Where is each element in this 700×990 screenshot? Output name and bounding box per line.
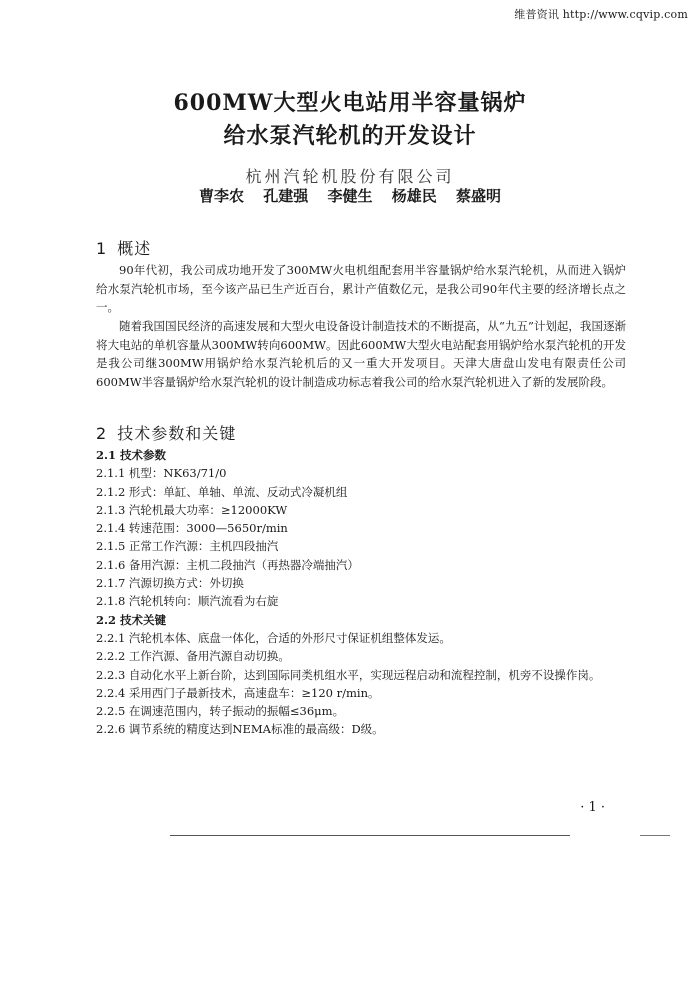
- section-title: 技术参数和关键: [117, 424, 237, 443]
- paragraph: 90年代初，我公司成功地开发了300MW火电机组配套用半容量锅炉给水泵汽轮机，从而进入锅炉给水泵汽轮机市场，至今该产品已生产近百台，累计产值数亿元，是我公司90年代主要的经济增长点之一。: [96, 263, 626, 314]
- paragraph: 随着我国国民经济的高速发展和大型火电设备设计制造技术的不断提高，从“九五”计划起，我国逐渐将大电站的单机容量从300MW转向600MW。因此600MW大型火电站配套用锅炉给水泵汽轮机的开发是我公司继300MW用锅炉给水泵汽轮机后的又一重大开发项目。天津大唐盘山发电有限责任公司600MW半容量锅炉给水泵汽轮机的设计制造成功标志着我公司的给水泵汽轮机进入了新的发展阶段。: [96, 319, 626, 389]
- list-item: 2.2.1 汽轮机本体、底盘一体化，合适的外形尺寸保证机组整体发运。: [96, 630, 451, 645]
- author: 孔建强: [263, 187, 309, 205]
- technical-list: [96, 446, 626, 739]
- author: 蔡盛明: [455, 187, 501, 205]
- list-item: 2.1.2 形式：单缸、单轴、单流、反动式冷凝机组: [96, 484, 348, 499]
- list-item: 2.2.5 在调速范围内，转子振动的振幅≤36μm。: [96, 704, 345, 719]
- author: 曹李农: [198, 187, 244, 205]
- list-item: 2.1.6 备用汽源：主机二段抽汽（再热器冷端抽汽）: [96, 557, 359, 572]
- section-title: 概述: [117, 239, 152, 258]
- paper-title-line-2: 给水泵汽轮机的开发设计: [223, 123, 477, 149]
- list-subheading: 2.1 技术参数: [96, 448, 167, 462]
- paper-title-line-1: 600MW大型火电站用半容量锅炉: [173, 90, 527, 116]
- list-item: 2.2.3 自动化水平上新台阶，达到国际同类机组水平，实现远程启动和流程控制，机旁不设操作岗。: [96, 667, 601, 682]
- footer-divider: [640, 835, 670, 836]
- list-item: 2.2.4 采用西门子最新技术，高速盘车：≥120 r/min。: [96, 685, 380, 700]
- section-heading-overview: [96, 236, 151, 259]
- list-item: 2.1.1 机型：NK63/71/0: [96, 466, 227, 481]
- author: 李健生: [327, 187, 373, 205]
- section-number: 2: [96, 424, 108, 443]
- section-heading-technical: [96, 421, 236, 444]
- organization: 杭州汽轮机股份有限公司: [245, 167, 455, 186]
- page-header-source: 维普资讯 http://www.cqvip.com: [514, 8, 688, 21]
- footer-divider: [170, 835, 570, 836]
- section-number: 1: [96, 239, 108, 258]
- author-list: [0, 185, 700, 206]
- list-item: 2.2.2 工作汽源、备用汽源自动切换。: [96, 649, 290, 664]
- list-item: 2.1.5 正常工作汽源：主机四段抽汽: [96, 539, 279, 554]
- list-item: 2.2.6 调节系统的精度达到NEMA标准的最高级：D级。: [96, 722, 384, 737]
- list-item: 2.1.3 汽轮机最大功率：≥12000KW: [96, 502, 288, 517]
- list-item: 2.1.8 汽轮机转向：顺汽流看为右旋: [96, 594, 279, 609]
- list-item: 2.1.4 转速范围：3000—5650r/min: [96, 521, 288, 536]
- list-subheading: 2.2 技术关键: [96, 612, 167, 627]
- page-number: · 1 ·: [580, 800, 605, 815]
- list-item: 2.1.7 汽源切换方式：外切换: [96, 576, 244, 591]
- author: 杨雄民: [391, 187, 437, 205]
